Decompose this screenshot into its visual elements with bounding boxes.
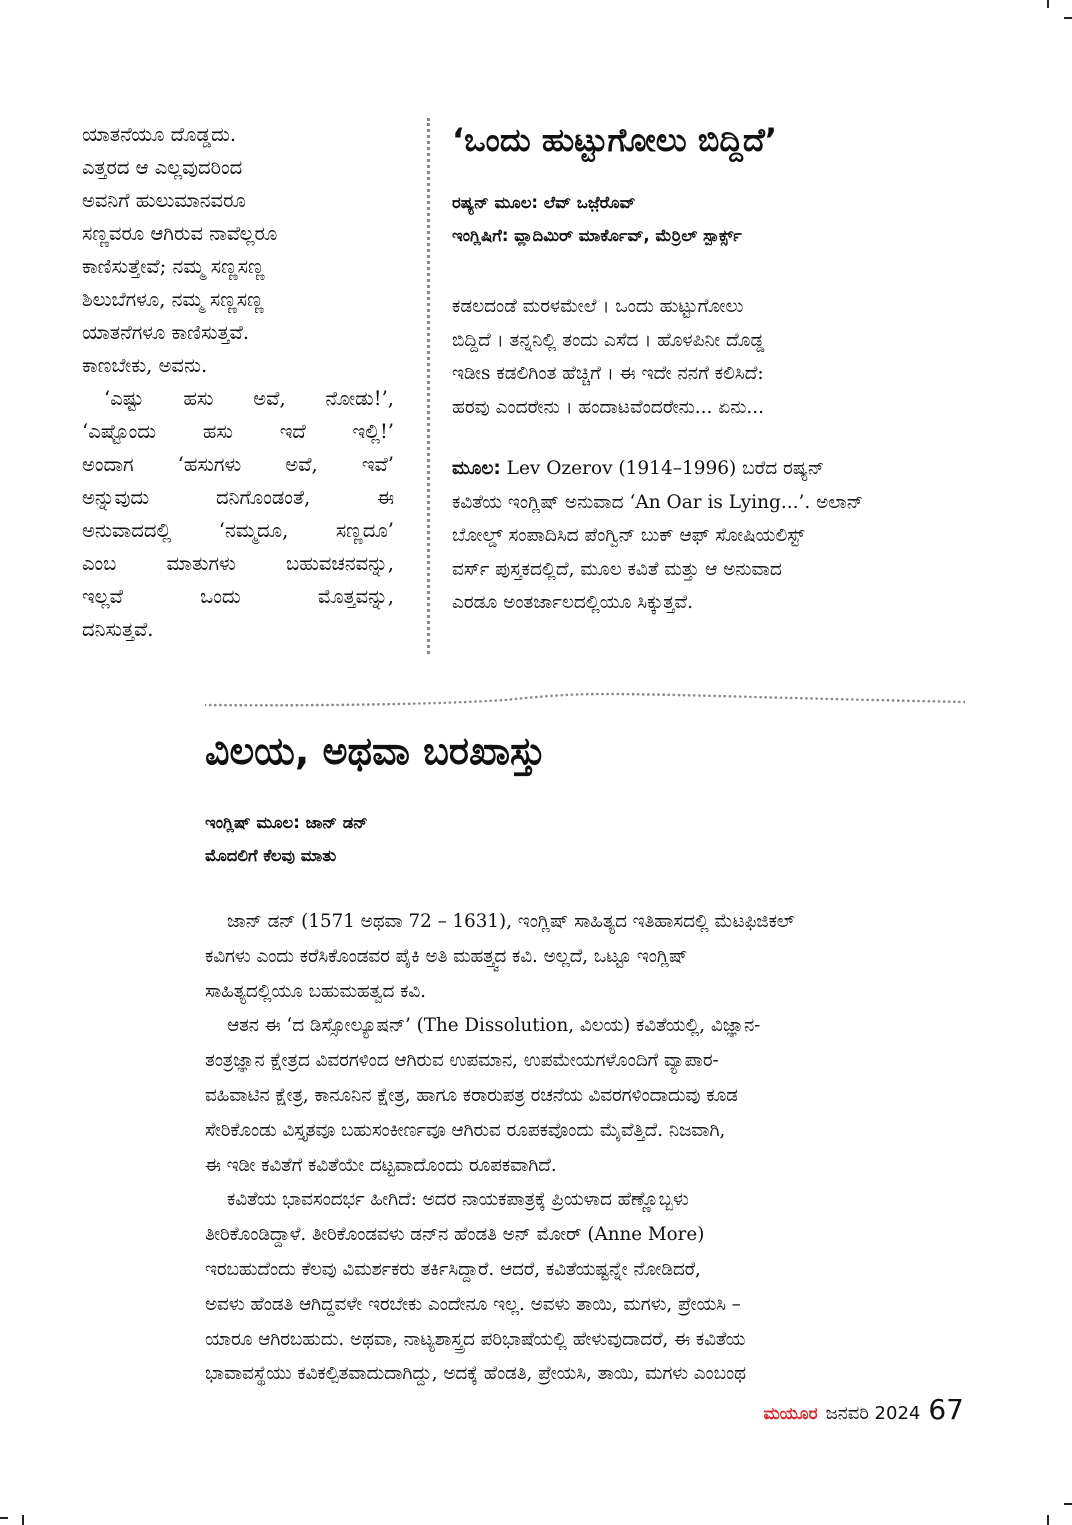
source-line: ಬೋಲ್ಡ್ ಸಂಪಾದಿಸಿದ ಪೆಂಗ್ವಿನ್ ಬುಕ್ ಆಫ್ ಸೋಷಿಯಲಿಸ್ಟ್ [452, 525, 805, 546]
poem-credit-english: ಇಂಗ್ಲಿಷಿಗೆ: ವ್ಲಾದಿಮಿರ್ ಮಾರ್ಕೊವ್, ಮೆರ್ರಿಲ್ ಸ್ಪಾರ್ಕ್ಸ್ [452, 226, 742, 245]
section-title: ವಿಲಯ, ಅಥವಾ ಬರಖಾಸ್ತು [205, 729, 546, 773]
source-line [452, 452, 964, 486]
poem-line: ಹರವು ಎಂದರೇನು । ಹಂದಾಟವೆಂದರೇನು... ಏನು... [452, 396, 765, 418]
paragraph [205, 1009, 965, 1183]
text-line: ಕಾಣಬೇಕು, ಅವನು. [82, 354, 208, 377]
text-line: ಭಾವಾವಸ್ಥೆಯು ಕವಿಕಲ್ಪಿತವಾದುದಾಗಿದ್ದು, ಅದಕ್ಕೆ ಹೆಂಡತಿ, ಪ್ರೇಯಸಿ, ತಾಯಿ, ಮಗಳು ಎಂಬಂಥ [205, 1363, 746, 1385]
issue-date: ಜನವರಿ 2024 [825, 1403, 921, 1424]
poem-title: ‘ಒಂದು ಹುಟ್ಟುಗೋಲು ಬಿದ್ದಿದೆ’ [452, 121, 778, 159]
page-footer [763, 1393, 964, 1426]
text-line: ತೀರಿಕೊಂಡಿದ್ದಾಳೆ. ತೀರಿಕೊಂಡವಳು ಡನ್‌ನ ಹೆಂಡತಿ ಅನ್ ಮೋರ್ (Anne More) [205, 1224, 705, 1246]
poem-line: ಕಡಲದಂಡೆ ಮರಳಮೇಲೆ । ಒಂದು ಹುಟ್ಟುಗೋಲು [452, 296, 744, 317]
section-credit-line: ಇಂಗ್ಲಿಷ್ ಮೂಲ: ಜಾನ್ ಡನ್ [205, 813, 368, 832]
text-line: ಈ ಇಡೀ ಕವಿತೆಗೆ ಕವಿತೆಯೇ ದಟ್ಟವಾದೊಂದು ರೂಪಕವಾಗಿದೆ. [205, 1154, 557, 1176]
text-line: ಕವಿಗಳು ಎಂದು ಕರೆಸಿಕೊಂಡವರ ಪೈಕಿ ಅತಿ ಮಹತ್ತ್ವದ ಕವಿ. ಅಲ್ಲದೆ, ಒಟ್ಟೂ ಇಂಗ್ಲಿಷ್ [205, 945, 688, 967]
crop-mark [1064, 1503, 1072, 1505]
text-line: ಆತನ ಈ ‘ದ ಡಿಸ್ಸೋಲ್ಯೂಷನ್’ (The Dissolution, ವಿಲಯ) ಕವಿತೆಯಲ್ಲಿ, ವಿಜ್ಞಾನ- [227, 1015, 761, 1037]
section-separator [205, 688, 965, 716]
source-label: ಮೂಲ: [452, 458, 501, 479]
text-line: ಇಲ್ಲವೆ ಒಂದು ಮೊತ್ತವನ್ನು, [82, 585, 394, 608]
text-line: ‘ಎಷ್ಟು ಹಸು ಅವೆ, ನೋಡು!’, [104, 387, 394, 410]
poem-line: ಇಡೀs ಕಡಲಿಗಿಂತ ಹೆಚ್ಚಿಗೆ । ಈ ಇದೇ ನನಗೆ ಕಲಿಸಿದೆ: [452, 363, 764, 384]
text-line: ಅನುವಾದದಲ್ಲಿ ‘ನಮ್ಮದೂ, ಸಣ್ಣದೂ’ [82, 519, 394, 542]
source-line: ವರ್ಸ್ ಪುಸ್ತಕದಲ್ಲಿದೆ, ಮೂಲ ಕವಿತೆ ಮತ್ತು ಆ ಅನುವಾದ [452, 558, 782, 580]
text-line: ಶಿಲುಬೆಗಳೂ, ನಮ್ಮ ಸಣ್ಣಸಣ್ಣ [82, 288, 264, 311]
text-line: ವಹಿವಾಟಿನ ಕ್ಷೇತ್ರ, ಕಾನೂನಿನ ಕ್ಷೇತ್ರ, ಹಾಗೂ ಕರಾರುಪತ್ರ ರಚನೆಯ ವಿವರಗಳಿಂದಾದುವು ಕೂಡ [205, 1084, 738, 1106]
text-line: ಅವನಿಗೆ ಹುಲುಮಾನವರೂ [82, 189, 246, 212]
text-line: ಸಾಹಿತ್ಯದಲ್ಲಿಯೂ ಬಹುಮಹತ್ವದ ಕವಿ. [205, 980, 426, 1002]
article-body [205, 905, 965, 1392]
page-number: 67 [928, 1393, 964, 1426]
poem-source-note [452, 452, 964, 620]
text-line: ಇರಬಹುದೆಂದು ಕೆಲವು ವಿಮರ್ಶಕರು ತರ್ಕಿಸಿದ್ದಾರೆ. ಆದರೆ, ಕವಿತೆಯಷ್ಟನ್ನೇ ನೋಡಿದರೆ, [205, 1258, 701, 1280]
crop-mark [1064, 17, 1072, 19]
text-line: ಯಾರೂ ಆಗಿರಬಹುದು. ಅಥವಾ, ನಾಟ್ಯಶಾಸ್ತ್ರದ ಪರಿಭಾಷೆಯಲ್ಲಿ ಹೇಳುವುದಾದರೆ, ಈ ಕವಿತೆಯ [205, 1328, 746, 1350]
text-line: ತಂತ್ರಜ್ಞಾನ ಕ್ಷೇತ್ರದ ವಿವರಗಳಿಂದ ಆಗಿರುವ ಉಪಮಾನ, ಉಪಮೇಯಗಳೊಂದಿಗೆ ವ್ಯಾಪಾರ- [205, 1050, 719, 1072]
text-line: ‘ಎಷ್ಟೊಂದು ಹಸು ಇದೆ ಇಲ್ಲಿ!’ [82, 420, 394, 443]
poem-box [452, 118, 964, 620]
text-line: ಸೇರಿಕೊಂಡು ವಿಸ್ತೃತವೂ ಬಹುಸಂಕೀರ್ಣವೂ ಆಗಿರುವ ರೂಪಕವೊಂದು ಮೈವೆತ್ತಿದೆ. ನಿಜವಾಗಿ, [205, 1119, 726, 1141]
section-credit [205, 806, 368, 872]
text-line: ಜಾನ್ ಡನ್ (1571 ಅಥವಾ 72 – 1631), ಇಂಗ್ಲಿಷ್ ಸಾಹಿತ್ಯದ ಇತಿಹಾಸದಲ್ಲಿ ಮೆಟಫಿಜಿಕಲ್ [227, 911, 795, 932]
text-line: ಎಂಬ ಮಾತುಗಳು ಬಹುವಚನವನ್ನು, [82, 552, 394, 575]
paragraph [205, 905, 965, 1009]
text-line: ಯಾತನೆಗಳೂ ಕಾಣಿಸುತ್ತವೆ. [82, 321, 250, 344]
poem-credit-original: ರಷ್ಯನ್ ಮೂಲ: ಲೆವ್ ಒಜ಼ೆರೊವ್ [452, 193, 636, 212]
column-divider [427, 118, 430, 654]
magazine-brand: ಮಯೂರ [763, 1404, 818, 1424]
text-line: ಅಂದಾಗ ‘ಹಸುಗಳು ಅವೆ, ಇವೆ’ [82, 453, 394, 476]
crop-mark [22, 1515, 24, 1525]
text-line: ಯಾತನೆಯೂ ದೊಡ್ಡದು. [82, 123, 237, 146]
crop-mark [1047, 1515, 1049, 1525]
poem-body [452, 290, 964, 424]
text-line: ದನಿಸುತ್ತವೆ. [82, 618, 154, 641]
source-line: ಕವಿತೆಯ ಇಂಗ್ಲಿಷ್ ಅನುವಾದ ‘An Oar is Lying...’. ಅಲಾನ್ [452, 491, 864, 513]
text-line: ಸಣ್ಣವರೂ ಆಗಿರುವ ನಾವೆಲ್ಲರೂ [82, 222, 278, 245]
crop-mark [1047, 0, 1049, 8]
text-line: ಅವಳು ಹೆಂಡತಿ ಆಗಿದ್ದವಳೇ ಇರಬೇಕು ಎಂದೇನೂ ಇಲ್ಲ. ಅವಳು ತಾಯಿ, ಮಗಳು, ಪ್ರೇಯಸಿ – [205, 1293, 741, 1315]
poem-line: ಬಿದ್ದಿದೆ । ತನ್ನನಿಲ್ಲಿ ತಂದು ಎಸೆದ । ಹೊಳಪಿನೀ ದೊಡ್ಡ [452, 329, 765, 351]
crop-mark [0, 1517, 8, 1519]
text-line: ಕವಿತೆಯ ಭಾವಸಂದರ್ಭ ಹೀಗಿದೆ: ಅದರ ನಾಯಕಪಾತ್ರಕ್ಕೆ ಪ್ರಿಯಳಾದ ಹೆಣ್ಣೊಬ್ಬಳು [227, 1189, 689, 1211]
text-line: ಕಾಣಿಸುತ್ತೇವೆ; ನಮ್ಮ ಸಣ್ಣಸಣ್ಣ [82, 255, 265, 278]
section-subheading: ಮೊದಲಿಗೆ ಕೆಲವು ಮಾತು [205, 846, 337, 865]
left-column-text [82, 118, 394, 646]
source-line: ಎರಡೂ ಅಂತರ್ಜಾಲದಲ್ಲಿಯೂ ಸಿಕ್ಕುತ್ತವೆ. [452, 592, 693, 613]
text-line: ಅನ್ನುವುದು ದನಿಗೊಂಡಂತೆ, ಈ [82, 486, 394, 509]
paragraph [205, 1183, 965, 1392]
source-text: Lev Ozerov (1914–1996) ಬರೆದ ರಷ್ಯನ್ [500, 458, 825, 479]
text-line: ಎತ್ತರದ ಆ ಎಲ್ಲವುದರಿಂದ [82, 156, 243, 179]
